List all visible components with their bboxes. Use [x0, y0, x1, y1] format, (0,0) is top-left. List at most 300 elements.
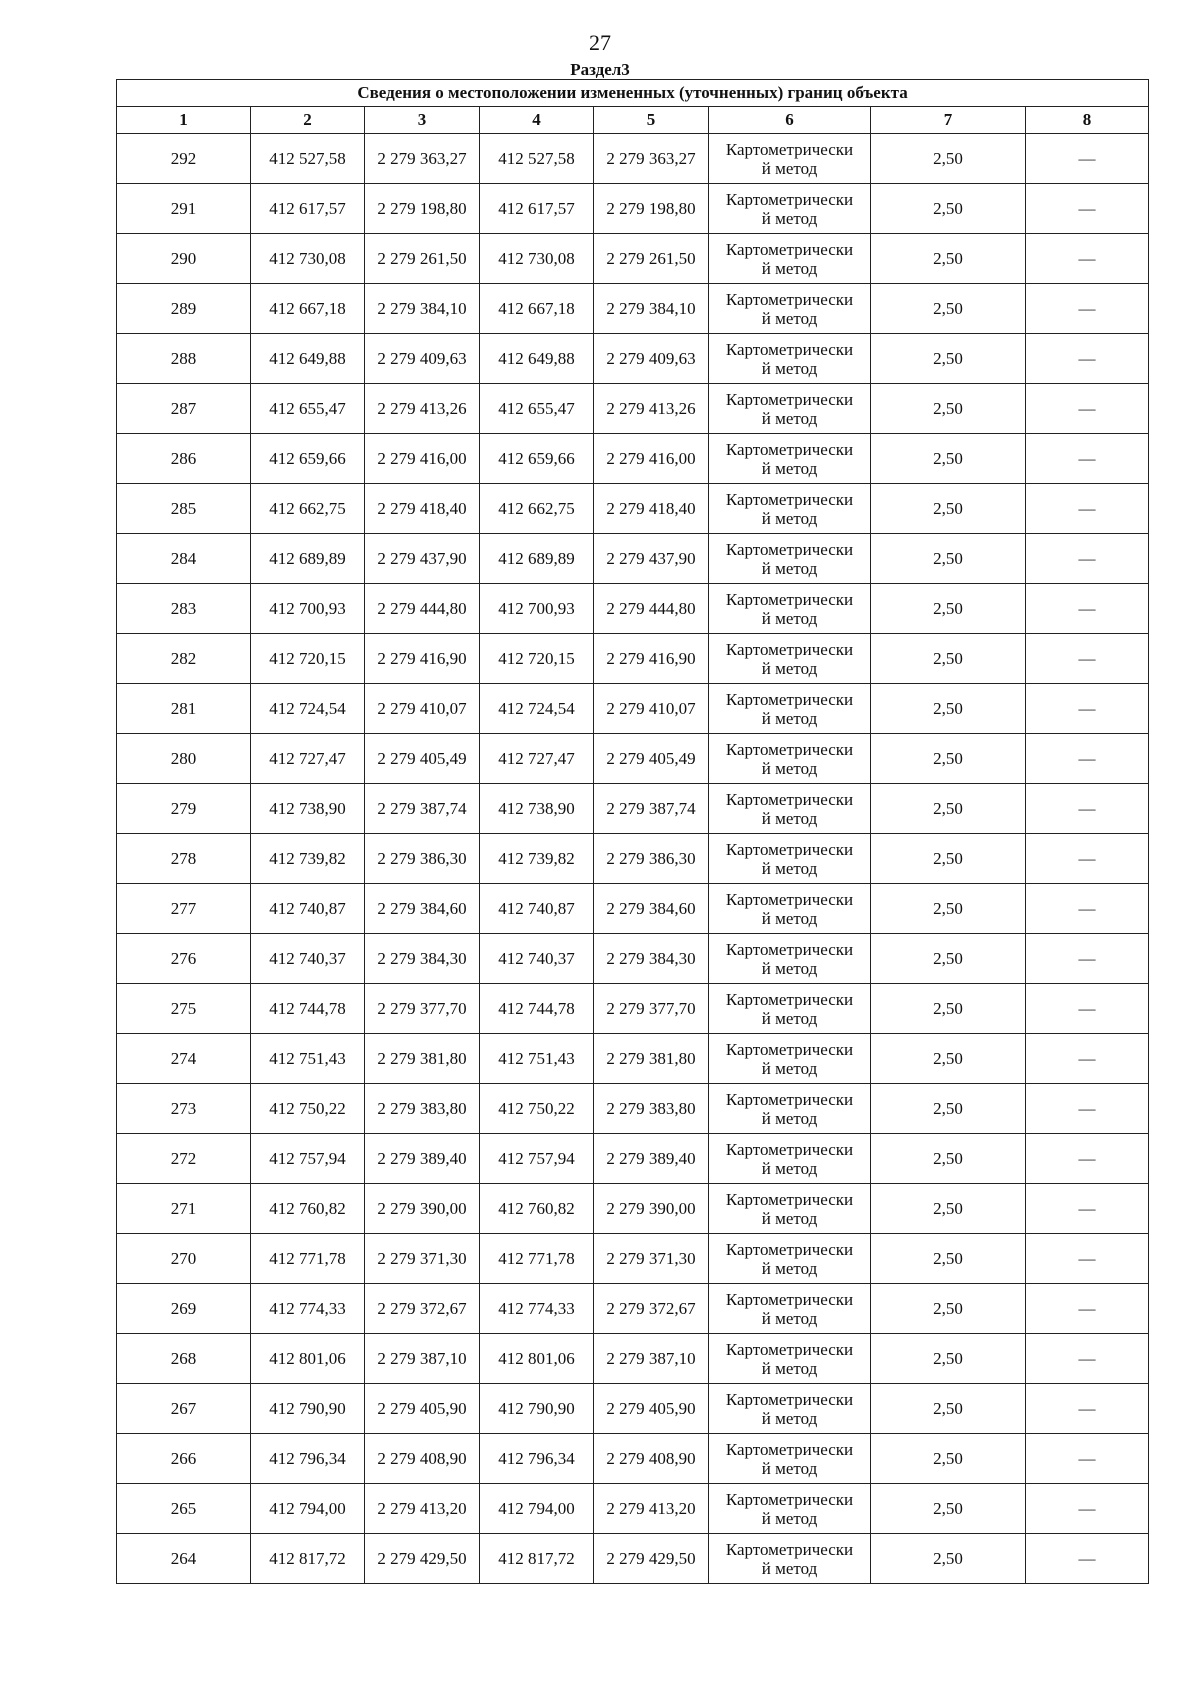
method-line2: й метод: [761, 458, 818, 478]
description-cell: —: [1026, 1384, 1149, 1434]
y-new-cell: 2 279 389,40: [594, 1134, 709, 1184]
description-cell: —: [1026, 1084, 1149, 1134]
method-cell: [709, 684, 871, 734]
table-row: [117, 934, 1149, 984]
description-cell: —: [1026, 1534, 1149, 1584]
y-new-cell: 2 279 409,63: [594, 334, 709, 384]
x-new-cell: 412 649,88: [480, 334, 594, 384]
method-line2: й метод: [761, 1158, 818, 1178]
method-cell: [709, 184, 871, 234]
column-number: 2: [251, 107, 365, 134]
x-old-cell: 412 757,94: [251, 1134, 365, 1184]
accuracy-cell: 2,50: [871, 234, 1026, 284]
x-new-cell: 412 750,22: [480, 1084, 594, 1134]
x-old-cell: 412 527,58: [251, 134, 365, 184]
x-new-cell: 412 617,57: [480, 184, 594, 234]
x-old-cell: 412 667,18: [251, 284, 365, 334]
description-cell: —: [1026, 434, 1149, 484]
x-new-cell: 412 774,33: [480, 1284, 594, 1334]
table-row: [117, 134, 1149, 184]
method-cell: [709, 534, 871, 584]
method-line2: й метод: [761, 308, 818, 328]
table-row: [117, 1034, 1149, 1084]
x-new-cell: 412 738,90: [480, 784, 594, 834]
y-new-cell: 2 279 444,80: [594, 584, 709, 634]
description-cell: —: [1026, 984, 1149, 1034]
y-old-cell: 2 279 405,90: [365, 1384, 480, 1434]
y-old-cell: 2 279 437,90: [365, 534, 480, 584]
x-old-cell: 412 738,90: [251, 784, 365, 834]
description-cell: —: [1026, 934, 1149, 984]
method-line1: Картометрически: [725, 1139, 854, 1159]
x-new-cell: 412 740,87: [480, 884, 594, 934]
method-line2: й метод: [761, 208, 818, 228]
method-line1: Картометрически: [725, 889, 854, 909]
accuracy-cell: 2,50: [871, 1084, 1026, 1134]
point-number-cell: 277: [117, 884, 251, 934]
method-line2: й метод: [761, 658, 818, 678]
point-number-cell: 266: [117, 1434, 251, 1484]
method-cell: [709, 1034, 871, 1084]
method-line2: й метод: [761, 1058, 818, 1078]
y-new-cell: 2 279 405,49: [594, 734, 709, 784]
description-cell: —: [1026, 234, 1149, 284]
method-line2: й метод: [761, 1358, 818, 1378]
y-old-cell: 2 279 444,80: [365, 584, 480, 634]
method-cell: [709, 434, 871, 484]
description-cell: —: [1026, 1284, 1149, 1334]
point-number-cell: 278: [117, 834, 251, 884]
method-line1: Картометрически: [725, 1089, 854, 1109]
y-new-cell: 2 279 198,80: [594, 184, 709, 234]
y-old-cell: 2 279 261,50: [365, 234, 480, 284]
x-new-cell: 412 527,58: [480, 134, 594, 184]
point-number-cell: 280: [117, 734, 251, 784]
method-line1: Картометрически: [725, 239, 854, 259]
y-new-cell: 2 279 381,80: [594, 1034, 709, 1084]
x-new-cell: 412 662,75: [480, 484, 594, 534]
method-cell: [709, 1434, 871, 1484]
y-old-cell: 2 279 383,80: [365, 1084, 480, 1134]
y-old-cell: 2 279 390,00: [365, 1184, 480, 1234]
method-cell: [709, 1284, 871, 1334]
method-line1: Картометрически: [725, 739, 854, 759]
description-cell: —: [1026, 784, 1149, 834]
x-old-cell: 412 720,15: [251, 634, 365, 684]
y-new-cell: 2 279 413,26: [594, 384, 709, 434]
y-new-cell: 2 279 413,20: [594, 1484, 709, 1534]
accuracy-cell: 2,50: [871, 784, 1026, 834]
x-new-cell: 412 794,00: [480, 1484, 594, 1534]
accuracy-cell: 2,50: [871, 1184, 1026, 1234]
y-old-cell: 2 279 384,60: [365, 884, 480, 934]
y-new-cell: 2 279 384,10: [594, 284, 709, 334]
method-line1: Картометрически: [725, 1489, 854, 1509]
y-old-cell: 2 279 198,80: [365, 184, 480, 234]
x-old-cell: 412 689,89: [251, 534, 365, 584]
x-old-cell: 412 740,87: [251, 884, 365, 934]
method-line1: Картометрически: [725, 839, 854, 859]
y-old-cell: 2 279 363,27: [365, 134, 480, 184]
method-line2: й метод: [761, 1308, 818, 1328]
method-cell: [709, 1334, 871, 1384]
method-line1: Картометрически: [725, 689, 854, 709]
method-line1: Картометрически: [725, 939, 854, 959]
method-cell: [709, 584, 871, 634]
point-number-cell: 276: [117, 934, 251, 984]
y-old-cell: 2 279 418,40: [365, 484, 480, 534]
description-cell: —: [1026, 1434, 1149, 1484]
point-number-cell: 275: [117, 984, 251, 1034]
method-line1: Картометрически: [725, 189, 854, 209]
x-old-cell: 412 659,66: [251, 434, 365, 484]
method-cell: [709, 884, 871, 934]
table-row: [117, 584, 1149, 634]
description-cell: —: [1026, 634, 1149, 684]
x-new-cell: 412 817,72: [480, 1534, 594, 1584]
description-cell: —: [1026, 134, 1149, 184]
point-number-cell: 283: [117, 584, 251, 634]
method-line2: й метод: [761, 1558, 818, 1578]
x-old-cell: 412 796,34: [251, 1434, 365, 1484]
y-new-cell: 2 279 383,80: [594, 1084, 709, 1134]
x-new-cell: 412 757,94: [480, 1134, 594, 1184]
table-row: [117, 784, 1149, 834]
x-old-cell: 412 774,33: [251, 1284, 365, 1334]
description-cell: —: [1026, 284, 1149, 334]
y-new-cell: 2 279 377,70: [594, 984, 709, 1034]
method-line1: Картометрически: [725, 989, 854, 1009]
method-cell: [709, 734, 871, 784]
table-row: [117, 184, 1149, 234]
method-line1: Картометрически: [725, 289, 854, 309]
table-row: [117, 984, 1149, 1034]
accuracy-cell: 2,50: [871, 1034, 1026, 1084]
method-line1: Картометрически: [725, 389, 854, 409]
table-row: [117, 1534, 1149, 1584]
x-new-cell: 412 771,78: [480, 1234, 594, 1284]
y-old-cell: 2 279 405,49: [365, 734, 480, 784]
table-row: [117, 684, 1149, 734]
y-old-cell: 2 279 386,30: [365, 834, 480, 884]
method-line2: й метод: [761, 808, 818, 828]
method-line1: Картометрически: [725, 789, 854, 809]
y-new-cell: 2 279 408,90: [594, 1434, 709, 1484]
description-cell: —: [1026, 734, 1149, 784]
table-row: [117, 1134, 1149, 1184]
point-number-cell: 291: [117, 184, 251, 234]
x-old-cell: 412 801,06: [251, 1334, 365, 1384]
y-new-cell: 2 279 416,00: [594, 434, 709, 484]
x-old-cell: 412 727,47: [251, 734, 365, 784]
method-line2: й метод: [761, 1208, 818, 1228]
method-line1: Картометрически: [725, 1439, 854, 1459]
section-title: Раздел3: [570, 60, 630, 79]
method-line2: й метод: [761, 258, 818, 278]
table-row: [117, 734, 1149, 784]
y-new-cell: 2 279 363,27: [594, 134, 709, 184]
y-old-cell: 2 279 387,10: [365, 1334, 480, 1384]
y-old-cell: 2 279 377,70: [365, 984, 480, 1034]
table-row: [117, 1384, 1149, 1434]
point-number-cell: 273: [117, 1084, 251, 1134]
accuracy-cell: 2,50: [871, 1534, 1026, 1584]
y-old-cell: 2 279 413,26: [365, 384, 480, 434]
point-number-cell: 274: [117, 1034, 251, 1084]
x-new-cell: 412 667,18: [480, 284, 594, 334]
table-row: [117, 284, 1149, 334]
accuracy-cell: 2,50: [871, 484, 1026, 534]
method-line1: Картометрически: [725, 339, 854, 359]
method-cell: [709, 1484, 871, 1534]
x-new-cell: 412 700,93: [480, 584, 594, 634]
accuracy-cell: 2,50: [871, 1284, 1026, 1334]
accuracy-cell: 2,50: [871, 534, 1026, 584]
accuracy-cell: 2,50: [871, 884, 1026, 934]
x-new-cell: 412 727,47: [480, 734, 594, 784]
y-new-cell: 2 279 410,07: [594, 684, 709, 734]
y-new-cell: 2 279 387,74: [594, 784, 709, 834]
x-old-cell: 412 771,78: [251, 1234, 365, 1284]
method-cell: [709, 784, 871, 834]
method-cell: [709, 334, 871, 384]
point-number-cell: 289: [117, 284, 251, 334]
method-line2: й метод: [761, 958, 818, 978]
x-old-cell: 412 794,00: [251, 1484, 365, 1534]
x-new-cell: 412 730,08: [480, 234, 594, 284]
method-cell: [709, 1384, 871, 1434]
method-cell: [709, 1184, 871, 1234]
description-cell: —: [1026, 584, 1149, 634]
y-new-cell: 2 279 416,90: [594, 634, 709, 684]
table-row: [117, 484, 1149, 534]
method-line2: й метод: [761, 758, 818, 778]
table-title: Сведения о местоположении измененных (уточненных) границ объекта: [117, 80, 1149, 107]
x-old-cell: 412 751,43: [251, 1034, 365, 1084]
y-new-cell: 2 279 418,40: [594, 484, 709, 534]
accuracy-cell: 2,50: [871, 634, 1026, 684]
y-new-cell: 2 279 384,60: [594, 884, 709, 934]
point-number-cell: 287: [117, 384, 251, 434]
table-row: [117, 534, 1149, 584]
accuracy-cell: 2,50: [871, 434, 1026, 484]
x-new-cell: 412 720,15: [480, 634, 594, 684]
method-line2: й метод: [761, 1458, 818, 1478]
method-line2: й метод: [761, 608, 818, 628]
method-cell: [709, 134, 871, 184]
method-line2: й метод: [761, 1258, 818, 1278]
column-number: 8: [1026, 107, 1149, 134]
y-old-cell: 2 279 409,63: [365, 334, 480, 384]
method-line2: й метод: [761, 858, 818, 878]
method-line1: Картометрически: [725, 589, 854, 609]
point-number-cell: 270: [117, 1234, 251, 1284]
y-old-cell: 2 279 384,10: [365, 284, 480, 334]
accuracy-cell: 2,50: [871, 734, 1026, 784]
method-cell: [709, 384, 871, 434]
description-cell: —: [1026, 1484, 1149, 1534]
method-cell: [709, 934, 871, 984]
y-new-cell: 2 279 405,90: [594, 1384, 709, 1434]
y-old-cell: 2 279 387,74: [365, 784, 480, 834]
y-new-cell: 2 279 261,50: [594, 234, 709, 284]
y-old-cell: 2 279 410,07: [365, 684, 480, 734]
method-line2: й метод: [761, 408, 818, 428]
x-old-cell: 412 662,75: [251, 484, 365, 534]
column-number: 1: [117, 107, 251, 134]
method-line2: й метод: [761, 1008, 818, 1028]
point-number-cell: 265: [117, 1484, 251, 1534]
method-line1: Картометрически: [725, 1039, 854, 1059]
y-old-cell: 2 279 372,67: [365, 1284, 480, 1334]
x-new-cell: 412 760,82: [480, 1184, 594, 1234]
column-number: 4: [480, 107, 594, 134]
method-line1: Картометрически: [725, 1389, 854, 1409]
accuracy-cell: 2,50: [871, 1134, 1026, 1184]
x-old-cell: 412 739,82: [251, 834, 365, 884]
point-number-cell: 290: [117, 234, 251, 284]
accuracy-cell: 2,50: [871, 834, 1026, 884]
method-line1: Картометрически: [725, 1189, 854, 1209]
accuracy-cell: 2,50: [871, 584, 1026, 634]
method-cell: [709, 484, 871, 534]
accuracy-cell: 2,50: [871, 684, 1026, 734]
method-cell: [709, 1134, 871, 1184]
table-row: [117, 1184, 1149, 1234]
method-cell: [709, 284, 871, 334]
method-line2: й метод: [761, 558, 818, 578]
table-row: [117, 634, 1149, 684]
point-number-cell: 292: [117, 134, 251, 184]
description-cell: —: [1026, 384, 1149, 434]
table-row: [117, 1284, 1149, 1334]
y-new-cell: 2 279 372,67: [594, 1284, 709, 1334]
y-old-cell: 2 279 416,90: [365, 634, 480, 684]
x-new-cell: 412 739,82: [480, 834, 594, 884]
point-number-cell: 267: [117, 1384, 251, 1434]
column-number: 7: [871, 107, 1026, 134]
column-number: 6: [709, 107, 871, 134]
x-new-cell: 412 744,78: [480, 984, 594, 1034]
method-cell: [709, 1534, 871, 1584]
method-cell: [709, 1084, 871, 1134]
x-old-cell: 412 730,08: [251, 234, 365, 284]
x-old-cell: 412 817,72: [251, 1534, 365, 1584]
method-cell: [709, 234, 871, 284]
x-new-cell: 412 724,54: [480, 684, 594, 734]
method-line1: Картометрически: [725, 139, 854, 159]
table-row: [117, 434, 1149, 484]
y-new-cell: 2 279 371,30: [594, 1234, 709, 1284]
accuracy-cell: 2,50: [871, 1484, 1026, 1534]
description-cell: —: [1026, 1334, 1149, 1384]
y-old-cell: 2 279 408,90: [365, 1434, 480, 1484]
point-number-cell: 286: [117, 434, 251, 484]
method-cell: [709, 984, 871, 1034]
x-new-cell: 412 740,37: [480, 934, 594, 984]
y-new-cell: 2 279 386,30: [594, 834, 709, 884]
x-old-cell: 412 617,57: [251, 184, 365, 234]
x-new-cell: 412 751,43: [480, 1034, 594, 1084]
method-line2: й метод: [761, 358, 818, 378]
y-new-cell: 2 279 437,90: [594, 534, 709, 584]
accuracy-cell: 2,50: [871, 184, 1026, 234]
description-cell: —: [1026, 334, 1149, 384]
x-old-cell: 412 750,22: [251, 1084, 365, 1134]
x-new-cell: 412 790,90: [480, 1384, 594, 1434]
x-old-cell: 412 655,47: [251, 384, 365, 434]
method-line1: Картометрически: [725, 1239, 854, 1259]
x-new-cell: 412 689,89: [480, 534, 594, 584]
y-old-cell: 2 279 416,00: [365, 434, 480, 484]
description-cell: —: [1026, 534, 1149, 584]
method-line1: Картометрически: [725, 1289, 854, 1309]
boundary-coordinates-table: [116, 79, 1149, 1584]
method-cell: [709, 834, 871, 884]
method-line1: Картометрически: [725, 1339, 854, 1359]
table-row: [117, 1334, 1149, 1384]
x-new-cell: 412 655,47: [480, 384, 594, 434]
y-new-cell: 2 279 390,00: [594, 1184, 709, 1234]
method-line2: й метод: [761, 1108, 818, 1128]
accuracy-cell: 2,50: [871, 1334, 1026, 1384]
description-cell: —: [1026, 884, 1149, 934]
method-line1: Картометрически: [725, 489, 854, 509]
y-old-cell: 2 279 381,80: [365, 1034, 480, 1084]
point-number-cell: 268: [117, 1334, 251, 1384]
point-number-cell: 282: [117, 634, 251, 684]
description-cell: —: [1026, 484, 1149, 534]
method-line1: Картометрически: [725, 539, 854, 559]
table-row: [117, 384, 1149, 434]
table-row: [117, 884, 1149, 934]
table-row: [117, 1484, 1149, 1534]
accuracy-cell: 2,50: [871, 334, 1026, 384]
accuracy-cell: 2,50: [871, 984, 1026, 1034]
method-line2: й метод: [761, 158, 818, 178]
description-cell: —: [1026, 1184, 1149, 1234]
accuracy-cell: 2,50: [871, 934, 1026, 984]
method-cell: [709, 634, 871, 684]
point-number-cell: 288: [117, 334, 251, 384]
point-number-cell: 264: [117, 1534, 251, 1584]
accuracy-cell: 2,50: [871, 384, 1026, 434]
description-cell: —: [1026, 834, 1149, 884]
method-cell: [709, 1234, 871, 1284]
method-line1: Картометрически: [725, 639, 854, 659]
accuracy-cell: 2,50: [871, 284, 1026, 334]
y-new-cell: 2 279 387,10: [594, 1334, 709, 1384]
accuracy-cell: 2,50: [871, 1434, 1026, 1484]
method-line1: Картометрически: [725, 1539, 854, 1559]
y-old-cell: 2 279 384,30: [365, 934, 480, 984]
y-old-cell: 2 279 389,40: [365, 1134, 480, 1184]
point-number-cell: 281: [117, 684, 251, 734]
table-row: [117, 334, 1149, 384]
method-line2: й метод: [761, 708, 818, 728]
table-row: [117, 234, 1149, 284]
description-cell: —: [1026, 1134, 1149, 1184]
page-number: 27: [589, 30, 611, 55]
x-new-cell: 412 801,06: [480, 1334, 594, 1384]
accuracy-cell: 2,50: [871, 1234, 1026, 1284]
method-line1: Картометрически: [725, 439, 854, 459]
point-number-cell: 279: [117, 784, 251, 834]
x-old-cell: 412 790,90: [251, 1384, 365, 1434]
column-number: 5: [594, 107, 709, 134]
table-row: [117, 834, 1149, 884]
y-new-cell: 2 279 429,50: [594, 1534, 709, 1584]
